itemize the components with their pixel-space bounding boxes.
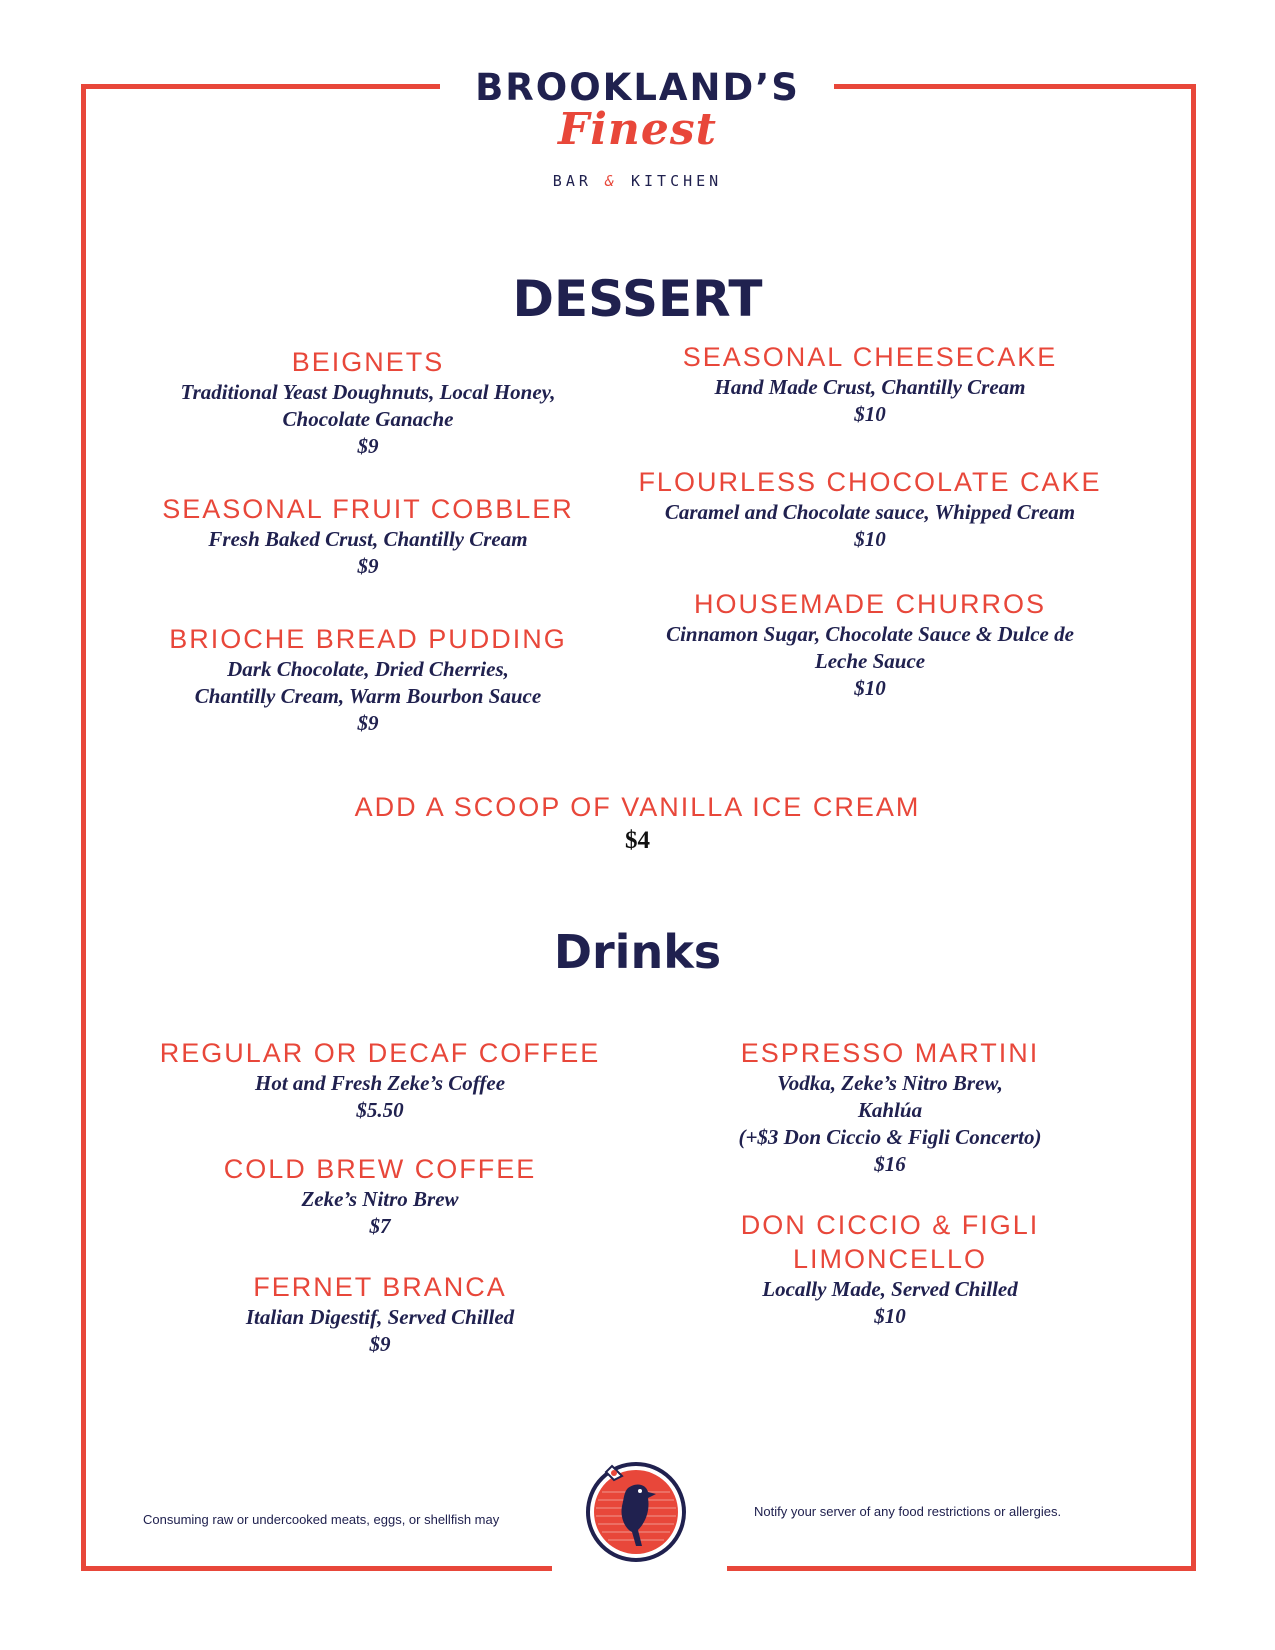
addon-item bbox=[0, 790, 1275, 858]
item-name: COLD BREW COFFEE bbox=[223, 1154, 537, 1184]
item-price: $9 bbox=[357, 434, 379, 458]
item-desc: Vodka, Zeke’s Nitro Brew, bbox=[777, 1071, 1003, 1095]
item-name: SEASONAL FRUIT COBBLER bbox=[162, 494, 574, 524]
footer-disclaimer: Consuming raw or undercooked meats, eggs, or shellfish may bbox=[143, 1512, 500, 1527]
item-desc: Zeke’s Nitro Brew bbox=[301, 1187, 459, 1211]
menu-item bbox=[620, 587, 1120, 702]
item-desc: Fresh Baked Crust, Chantilly Cream bbox=[208, 527, 528, 551]
item-name: DON CICCIO & FIGLI bbox=[740, 1210, 1040, 1240]
item-price: $9 bbox=[369, 1332, 391, 1356]
item-price: $16 bbox=[874, 1152, 906, 1176]
item-price: $10 bbox=[854, 527, 886, 551]
item-price: $10 bbox=[874, 1304, 906, 1328]
item-desc: Hand Made Crust, Chantilly Cream bbox=[714, 375, 1026, 399]
brand-script: Finest bbox=[557, 104, 718, 155]
menu-item bbox=[130, 345, 606, 460]
addon-price: $4 bbox=[625, 827, 650, 854]
item-desc: Traditional Yeast Doughnuts, Local Honey, bbox=[180, 380, 556, 404]
item-desc: Cinnamon Sugar, Chocolate Sauce & Dulce de bbox=[666, 622, 1074, 646]
item-desc: Hot and Fresh Zeke’s Coffee bbox=[254, 1071, 506, 1095]
item-desc: Caramel and Chocolate sauce, Whipped Cream bbox=[664, 500, 1076, 524]
item-desc: Kahlúa bbox=[857, 1098, 923, 1122]
item-price: $9 bbox=[357, 711, 379, 735]
item-name: HOUSEMADE CHURROS bbox=[693, 589, 1047, 619]
item-desc: (+$3 Don Ciccio & Figli Concerto) bbox=[738, 1125, 1042, 1149]
item-name: ESPRESSO MARTINI bbox=[740, 1038, 1040, 1068]
item-price: $10 bbox=[854, 676, 886, 700]
footer-allergy-note: Notify your server of any food restrictions or allergies. bbox=[754, 1504, 1062, 1519]
item-desc: Locally Made, Served Chilled bbox=[762, 1277, 1018, 1301]
brand-name: BROOKLAND’S bbox=[475, 66, 800, 109]
item-desc: Chocolate Ganache bbox=[282, 407, 454, 431]
item-name: REGULAR OR DECAF COFFEE bbox=[159, 1038, 601, 1068]
item-desc: Italian Digestif, Served Chilled bbox=[245, 1305, 515, 1329]
item-name: BRIOCHE BREAD PUDDING bbox=[169, 624, 567, 654]
frame-bottom-right bbox=[727, 1566, 1196, 1571]
addon-name: ADD A SCOOP OF VANILLA ICE CREAM bbox=[354, 792, 921, 822]
menu-item bbox=[130, 1036, 630, 1124]
menu-item bbox=[640, 1036, 1140, 1178]
item-desc: Chantilly Cream, Warm Bourbon Sauce bbox=[194, 684, 542, 708]
item-price: $5.50 bbox=[356, 1098, 404, 1122]
drinks-title: Drinks bbox=[553, 925, 722, 979]
brand-subtitle bbox=[0, 172, 1275, 190]
menu-item bbox=[130, 492, 606, 580]
brand-subtitle-amp: & bbox=[604, 172, 618, 190]
menu-item bbox=[130, 622, 606, 737]
item-price: $7 bbox=[369, 1214, 391, 1238]
item-price: $9 bbox=[357, 554, 379, 578]
menu-item bbox=[130, 1152, 630, 1240]
menu-item bbox=[640, 1208, 1140, 1330]
item-name: FLOURLESS CHOCOLATE CAKE bbox=[638, 467, 1102, 497]
menu-item bbox=[130, 1270, 630, 1358]
item-name: SEASONAL CHEESECAKE bbox=[682, 342, 1058, 372]
frame-bottom-left bbox=[81, 1566, 552, 1571]
item-price: $10 bbox=[854, 402, 886, 426]
item-name-line2: LIMONCELLO bbox=[792, 1244, 988, 1274]
item-desc: Dark Chocolate, Dried Cherries, bbox=[227, 657, 509, 681]
brand-subtitle-bar: BAR bbox=[552, 172, 592, 190]
brand-subtitle-kitchen: KITCHEN bbox=[630, 172, 723, 190]
item-name: FERNET BRANCA bbox=[253, 1272, 507, 1302]
menu-item bbox=[620, 465, 1120, 553]
bird-emblem-icon bbox=[584, 1460, 688, 1564]
menu-item bbox=[620, 340, 1120, 428]
item-name: BEIGNETS bbox=[291, 347, 445, 377]
dessert-title: DESSERT bbox=[512, 270, 763, 328]
item-desc: Leche Sauce bbox=[814, 649, 926, 673]
